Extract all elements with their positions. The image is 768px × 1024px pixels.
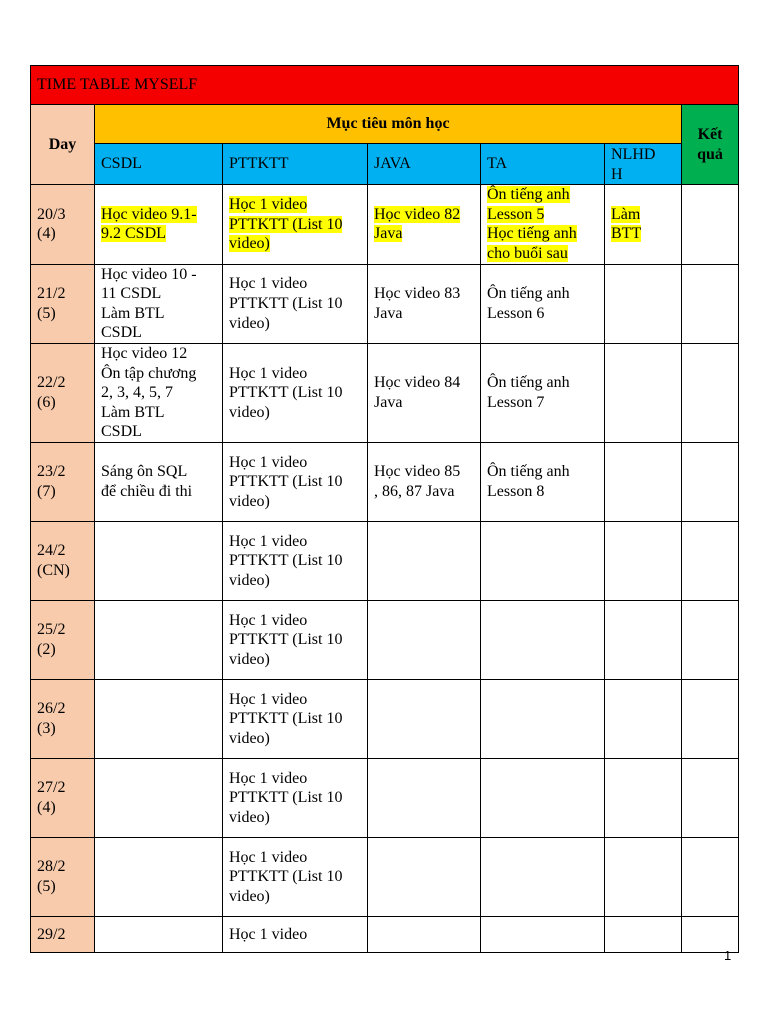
day-label: (5): [37, 877, 56, 895]
column-header-pttktt: PTTKTT: [223, 144, 368, 185]
cell-text-line: Ôn tập chương: [101, 364, 197, 382]
day-label: (CN): [37, 561, 70, 579]
cell-text-line: Học video 84: [374, 374, 461, 392]
column-header-csdl: CSDL: [95, 144, 223, 185]
day-cell: [31, 758, 95, 837]
cell-text-line: video): [229, 650, 270, 668]
ta-cell: [481, 758, 605, 837]
nlhdh-cell: [605, 521, 682, 600]
cell-text-line: video): [229, 808, 270, 826]
nlhdh-cell: [605, 916, 682, 952]
ta-cell: [481, 442, 605, 521]
cell-text-line: , 86, 87 Java: [374, 482, 455, 500]
cell-text-line: Java: [374, 393, 403, 411]
pttktt-cell: [223, 679, 368, 758]
page-number: 1: [724, 948, 732, 963]
cell-text-line: PTTKTT (List 10: [229, 631, 343, 649]
day-label: 24/2: [37, 542, 66, 560]
cell-text-line: PTTKTT (List 10: [229, 215, 343, 233]
table-row: [31, 442, 739, 521]
csdl-cell: [95, 185, 223, 264]
java-cell: [368, 185, 481, 264]
cell-text-line: PTTKTT (List 10: [229, 473, 343, 491]
day-label: 28/2: [37, 858, 66, 876]
result-cell: [682, 264, 739, 343]
cell-text-line: Ôn tiếng anh: [487, 374, 570, 392]
table-title: TIME TABLE MYSELF: [31, 66, 739, 105]
result-header-line2: quả: [697, 145, 723, 163]
cell-text-line: CSDL: [101, 423, 142, 441]
result-cell: [682, 185, 739, 264]
csdl-cell: [95, 264, 223, 343]
cell-text-line: BTT: [611, 225, 642, 243]
cell-text-line: 9.2 CSDL: [101, 225, 166, 243]
day-label: (2): [37, 640, 56, 658]
cell-text-line: PTTKTT (List 10: [229, 710, 343, 728]
column-header-ta: TA: [481, 144, 605, 185]
cell-text-line: Java: [374, 304, 403, 322]
result-cell: [682, 837, 739, 916]
nlhdh-header-line2: H: [611, 165, 623, 183]
cell-text-line: Học video 12: [101, 344, 188, 362]
java-cell: [368, 916, 481, 952]
ta-cell: [481, 264, 605, 343]
csdl-cell: [95, 679, 223, 758]
cell-text-line: video): [229, 314, 270, 332]
day-label: (4): [37, 225, 56, 243]
nlhdh-header-line1: NLHD: [611, 146, 656, 163]
nlhdh-cell: [605, 837, 682, 916]
column-header-nlhdh: [605, 144, 682, 185]
table-row: [31, 185, 739, 264]
java-cell: [368, 442, 481, 521]
cell-text-line: video): [229, 403, 270, 421]
timetable: [30, 65, 739, 953]
cell-text-line: Học 1 video: [229, 453, 308, 471]
pttktt-cell: [223, 758, 368, 837]
table-row: [31, 343, 739, 442]
java-cell: [368, 521, 481, 600]
cell-text-line: video): [229, 571, 270, 589]
cell-text-line: CSDL: [101, 324, 142, 342]
csdl-cell: [95, 343, 223, 442]
java-cell: [368, 758, 481, 837]
timetable-body: [31, 185, 739, 953]
day-label: 25/2: [37, 621, 66, 639]
cell-text-line: Học 1 video: [229, 195, 308, 213]
header-row: [31, 105, 739, 144]
day-cell: [31, 916, 95, 952]
cell-text-line: video): [229, 235, 270, 253]
column-header-java: JAVA: [368, 144, 481, 185]
cell-text-line: PTTKTT (List 10: [229, 868, 343, 886]
result-cell: [682, 521, 739, 600]
java-cell: [368, 343, 481, 442]
cell-text-line: video): [229, 887, 270, 905]
cell-text-line: Ôn tiếng anh: [487, 285, 570, 303]
cell-text-line: Học 1 video: [229, 925, 308, 943]
pttktt-cell: [223, 343, 368, 442]
pttktt-cell: [223, 600, 368, 679]
result-cell: [682, 343, 739, 442]
day-label: (5): [37, 304, 56, 322]
cell-text-line: PTTKTT (List 10: [229, 294, 343, 312]
day-cell: [31, 264, 95, 343]
pttktt-cell: [223, 442, 368, 521]
day-column-header: Day: [31, 105, 95, 185]
cell-text-line: để chiều đi thi: [101, 482, 193, 500]
result-cell: [682, 442, 739, 521]
cell-text-line: Ôn tiếng anh: [487, 463, 570, 481]
day-label: (7): [37, 482, 56, 500]
title-row: [31, 66, 739, 105]
pttktt-cell: [223, 185, 368, 264]
cell-text-line: Học tiếng anh: [487, 225, 577, 243]
cell-text-line: cho buổi sau: [487, 244, 568, 262]
cell-text-line: Học 1 video: [229, 690, 308, 708]
cell-text-line: video): [229, 729, 270, 747]
cell-text-line: Học video 9.1-: [101, 205, 197, 223]
ta-cell: [481, 343, 605, 442]
pttktt-cell: [223, 837, 368, 916]
cell-text-line: Sáng ôn SQL: [101, 463, 188, 481]
day-label: 21/2: [37, 285, 66, 303]
ta-cell: [481, 521, 605, 600]
day-cell: [31, 442, 95, 521]
cell-text-line: 2, 3, 4, 5, 7: [101, 384, 173, 402]
result-column-header: [682, 105, 739, 185]
ta-cell: [481, 185, 605, 264]
cell-text-line: Học 1 video: [229, 364, 308, 382]
cell-text-line: video): [229, 492, 270, 510]
day-cell: [31, 600, 95, 679]
table-row: [31, 521, 739, 600]
day-label: (6): [37, 393, 56, 411]
cell-text-line: Học video 85: [374, 463, 461, 481]
result-cell: [682, 600, 739, 679]
day-label: (4): [37, 798, 56, 816]
day-label: 26/2: [37, 700, 66, 718]
ta-cell: [481, 837, 605, 916]
cell-text-line: Học video 83: [374, 285, 461, 303]
cell-text-line: PTTKTT (List 10: [229, 789, 343, 807]
ta-cell: [481, 600, 605, 679]
cell-text-line: Làm BTL: [101, 304, 165, 322]
table-row: [31, 679, 739, 758]
goal-header: Mục tiêu môn học: [95, 105, 682, 144]
csdl-cell: [95, 916, 223, 952]
day-cell: [31, 679, 95, 758]
pttktt-cell: [223, 916, 368, 952]
csdl-cell: [95, 521, 223, 600]
csdl-cell: [95, 837, 223, 916]
cell-text-line: Học 1 video: [229, 769, 308, 787]
cell-text-line: Ôn tiếng anh: [487, 186, 570, 204]
nlhdh-cell: [605, 343, 682, 442]
cell-text-line: Lesson 8: [487, 482, 545, 500]
day-label: (3): [37, 719, 56, 737]
cell-text-line: Làm BTL: [101, 403, 165, 421]
cell-text-line: Lesson 7: [487, 393, 545, 411]
cell-text-line: Lesson 6: [487, 304, 545, 322]
nlhdh-cell: [605, 600, 682, 679]
cell-text-line: Học video 82: [374, 205, 461, 223]
pttktt-cell: [223, 264, 368, 343]
pttktt-cell: [223, 521, 368, 600]
nlhdh-cell: [605, 264, 682, 343]
nlhdh-cell: [605, 185, 682, 264]
day-label: 23/2: [37, 463, 66, 481]
result-cell: [682, 679, 739, 758]
csdl-cell: [95, 442, 223, 521]
java-cell: [368, 600, 481, 679]
day-cell: [31, 521, 95, 600]
table-row: [31, 916, 739, 952]
nlhdh-cell: [605, 758, 682, 837]
day-cell: [31, 185, 95, 264]
ta-cell: [481, 916, 605, 952]
java-cell: [368, 264, 481, 343]
cell-text-line: Học 1 video: [229, 532, 308, 550]
ta-cell: [481, 679, 605, 758]
result-header-line1: Kết: [697, 126, 723, 143]
table-row: [31, 264, 739, 343]
cell-text-line: Học 1 video: [229, 275, 308, 293]
cell-text-line: Java: [374, 225, 403, 243]
cell-text-line: Làm: [611, 205, 641, 223]
result-cell: [682, 758, 739, 837]
day-label: 27/2: [37, 779, 66, 797]
cell-text-line: Lesson 5: [487, 205, 545, 223]
day-cell: [31, 837, 95, 916]
cell-text-line: Học video 10 -: [101, 265, 197, 283]
cell-text-line: PTTKTT (List 10: [229, 552, 343, 570]
cell-text-line: Học 1 video: [229, 611, 308, 629]
subject-header-row: [31, 144, 739, 185]
day-label: 29/2: [37, 925, 66, 943]
table-row: [31, 837, 739, 916]
csdl-cell: [95, 600, 223, 679]
nlhdh-cell: [605, 442, 682, 521]
java-cell: [368, 679, 481, 758]
day-label: 22/2: [37, 374, 66, 392]
cell-text-line: 11 CSDL: [101, 285, 162, 303]
csdl-cell: [95, 758, 223, 837]
java-cell: [368, 837, 481, 916]
table-row: [31, 600, 739, 679]
nlhdh-cell: [605, 679, 682, 758]
day-label: 20/3: [37, 205, 66, 223]
table-row: [31, 758, 739, 837]
cell-text-line: Học 1 video: [229, 848, 308, 866]
day-cell: [31, 343, 95, 442]
cell-text-line: PTTKTT (List 10: [229, 384, 343, 402]
